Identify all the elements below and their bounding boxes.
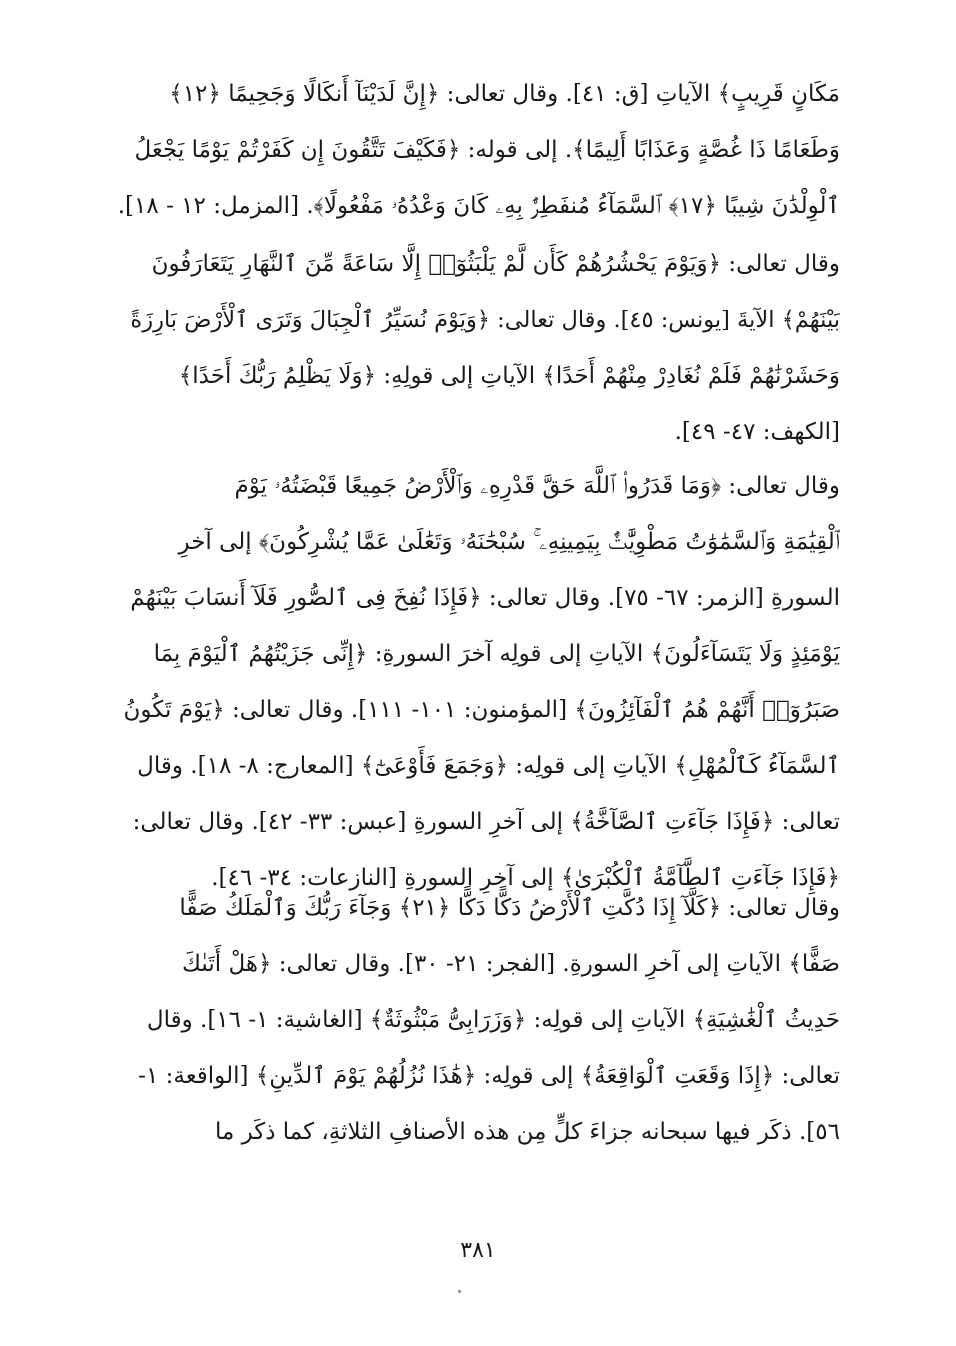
- text-line: مَكَانٍ قَرِيبٍ﴾ الآياتِ [ق: ٤١]. وقال تعالى: ﴿إِنَّ لَدَيْنَآ أَنكَالًا وَجَحِيمًا ﴿١٢﴾: [169, 81, 840, 107]
- text-line: وقال تعالى: ﴿وَمَا قَدَرُوا۟ ٱللَّهَ حَقَّ قَدْرِهِۦ وَٱلْأَرْضُ جَمِيعًا قَبْضَتُهُۥ يَوْمَ: [234, 473, 840, 499]
- text-line: تعالى: ﴿إِذَا وَقَعَتِ ٱلْوَاقِعَةُ﴾ إلى قولِه: ﴿هَٰذَا نُزُلُهُمْ يَوْمَ ٱلدِّينِ﴾ [الواقعة: ١-: [138, 1063, 840, 1089]
- text-line: ٥٦]. ذكَر فيها سبحانه جزاءَ كلٍّ مِن هذه الأصنافِ الثلاثةِ، كما ذكَر ما: [214, 1119, 840, 1145]
- paragraph-1: [118, 66, 840, 234]
- text-line: [الكهف: ٤٧- ٤٩].: [674, 419, 840, 445]
- text-line: بَيْنَهُمْ﴾ الآيةَ [يونس: ٤٥]. وقال تعالى: ﴿وَيَوْمَ نُسَيِّرُ ٱلْجِبَالَ وَتَرَى ٱلْأَرْضَ بَارِزَةً: [130, 307, 840, 333]
- scan-speck: [458, 1290, 461, 1293]
- text-line: ﴿فَإِذَا جَآءَتِ ٱلطَّآمَّةُ ٱلْكُبْرَىٰ﴾ إلى آخرِ السورةِ [النازعات: ٣٤- ٤٦].: [211, 865, 840, 891]
- text-line: ٱلسَّمَآءُ كَٱلْمُهْلِ﴾ الآياتِ إلى قولِه: ﴿وَجَمَعَ فَأَوْعَىٰٓ﴾ [المعارج: ٨- ١٨]. وقال: [137, 753, 840, 779]
- text-line: تعالى: ﴿فَإِذَا جَآءَتِ ٱلصَّآخَّةُ﴾ إلى آخرِ السورةِ [عبس: ٣٣- ٤٢]. وقال تعالى:: [132, 809, 840, 835]
- text-line: وقال تعالى: ﴿وَيَوْمَ يَحْشُرُهُمْ كَأَن لَّمْ يَلْبَثُوٓا۟ إِلَّا سَاعَةً مِّنَ ٱلنَّهَارِ يَتَعَارَفُونَ: [151, 251, 840, 277]
- text-line: يَوْمَئِذٍ وَلَا يَتَسَآءَلُونَ﴾ الآياتِ إلى قولِه آخرَ السورةِ: ﴿إِنِّى جَزَيْتُهُمُ ٱلْيَوْمَ بِمَا: [153, 641, 840, 667]
- page-number: ٣٨١: [460, 1238, 496, 1263]
- paragraph-3: [118, 458, 840, 906]
- text-line: صَبَرُوٓا۟ أَنَّهُمْ هُمُ ٱلْفَآئِزُونَ﴾ [المؤمنون: ١٠١- ١١١]. وقال تعالى: ﴿يَوْمَ تَكُونُ: [123, 697, 840, 723]
- text-line: ٱلْقِيَٰمَةِ وَٱلسَّمَٰوَٰتُ مَطْوِيَّٰتٌۢ بِيَمِينِهِۦ ۚ سُبْحَٰنَهُۥ وَتَعَٰلَىٰ عَمَّا يُشْرِكُونَ﴾ إلى آخرِ: [178, 529, 840, 555]
- text-line: حَدِيثُ ٱلْغَٰشِيَةِ﴾ الآياتِ إلى قولِه: ﴿وَزَرَابِىُّ مَبْثُوثَةٌ﴾ [الغاشية: ١- ١٦]. وقال: [146, 1007, 840, 1033]
- text-line: وَطَعَامًا ذَا غُصَّةٍ وَعَذَابًا أَلِيمًا﴾. إلى قوله: ﴿فَكَيْفَ تَتَّقُونَ إِن كَفَرْتُمْ يَوْمًا يَجْعَلُ: [134, 137, 840, 163]
- paragraph-4: [118, 880, 840, 1160]
- text-line: ٱلْوِلْدَٰنَ شِيبًا ﴿١٧﴾ ٱلسَّمَآءُ مُنفَطِرٌۢ بِهِۦ كَانَ وَعْدُهُۥ مَفْعُولًا﴾. [المزمل: ١٢ - ١٨].: [118, 193, 840, 219]
- text-line: وقال تعالى: ﴿كَلَّآ إِذَا دُكَّتِ ٱلْأَرْضُ دَكًّا دَكًّا ﴿٢١﴾ وَجَآءَ رَبُّكَ وَٱلْمَلَكُ صَفًّا: [179, 895, 840, 921]
- text-line: صَفًّا﴾ الآياتِ إلى آخرِ السورةِ. [الفجر: ٢١- ٣٠]. وقال تعالى: ﴿هَلْ أَتَىٰكَ: [182, 951, 840, 977]
- paragraph-2: [118, 236, 840, 460]
- text-line: السورةِ [الزمر: ٦٧- ٧٥]. وقال تعالى: ﴿فَإِذَا نُفِخَ فِى ٱلصُّورِ فَلَآ أَنسَابَ بَيْنَهُمْ: [130, 585, 840, 611]
- text-line: وَحَشَرْنَٰهُمْ فَلَمْ نُغَادِرْ مِنْهُمْ أَحَدًا﴾ الآياتِ إلى قولِهِ: ﴿وَلَا يَظْلِمُ رَبُّكَ أَحَدًا﴾: [178, 363, 840, 389]
